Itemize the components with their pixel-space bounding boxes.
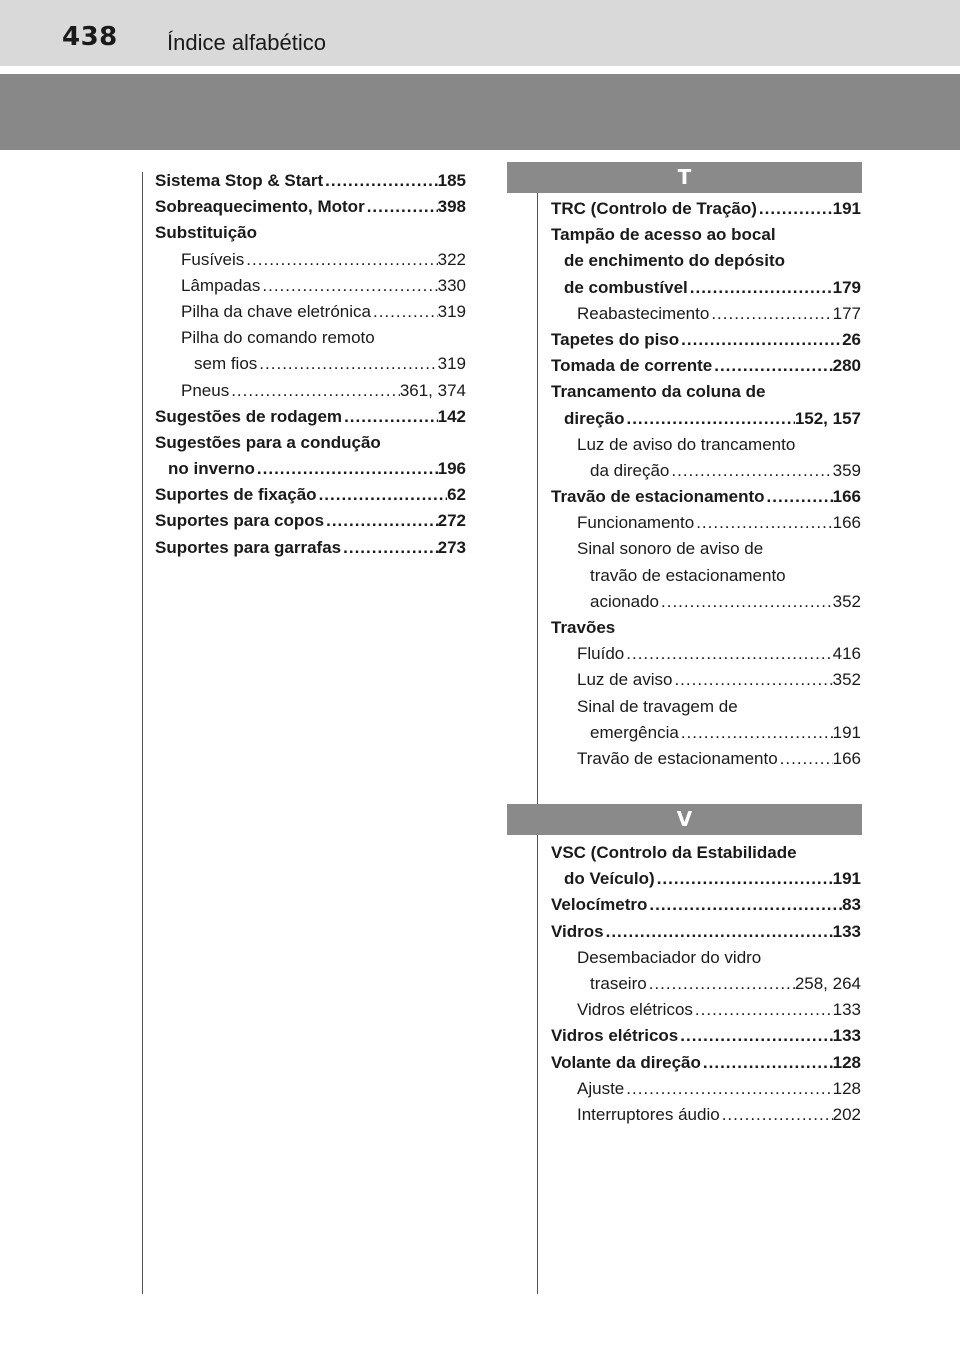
header-band xyxy=(0,74,960,150)
index-entry-page: 416 xyxy=(832,644,861,664)
index-entry xyxy=(551,667,861,693)
index-entry xyxy=(155,508,466,534)
index-entry xyxy=(155,430,466,456)
index-entry-text: Lâmpadas xyxy=(181,275,261,295)
index-entry-page: 133 xyxy=(832,921,861,941)
index-entry xyxy=(155,482,466,508)
index-entry xyxy=(551,840,861,866)
index-entry-text: Sinal de travagem de xyxy=(577,696,738,716)
index-entry-text: Vidros elétricos xyxy=(577,1000,693,1020)
index-entry-page: 272 xyxy=(437,511,466,531)
index-entry-page: 352 xyxy=(832,670,861,690)
index-entry-page: 177 xyxy=(832,303,861,323)
index-entry xyxy=(551,919,861,945)
index-entry xyxy=(551,746,861,772)
index-entry-text: Fluído xyxy=(577,644,625,664)
index-entry-page: 319 xyxy=(437,301,466,321)
index-entry-text: Tapetes do piso xyxy=(551,329,680,349)
index-entry-text: traseiro xyxy=(590,973,647,993)
leader-dots xyxy=(229,378,400,404)
leader-dots xyxy=(624,1076,832,1102)
index-entry-page: 166 xyxy=(832,487,861,507)
leader-dots xyxy=(694,510,832,536)
index-entry-text: Sinal sonoro de aviso de xyxy=(577,539,764,559)
index-entry-page: 83 xyxy=(842,895,861,915)
index-entry-page: 128 xyxy=(832,1078,861,1098)
index-entry-text: Fusíveis xyxy=(181,249,245,269)
index-entry-page: 133 xyxy=(832,1026,861,1046)
index-entry xyxy=(551,379,861,405)
index-entry-page: 128 xyxy=(832,1052,861,1072)
index-entry-page: 191 xyxy=(832,869,861,889)
index-entry-text: Pilha da chave eletrónica xyxy=(181,301,371,321)
index-entry-page: 152, 157 xyxy=(794,408,861,428)
index-entry-text: de enchimento do depósito xyxy=(564,251,786,271)
leader-dots xyxy=(659,589,833,615)
index-entry-page: 185 xyxy=(437,171,466,190)
leader-dots xyxy=(341,535,437,561)
leader-dots xyxy=(679,327,842,353)
index-entry xyxy=(551,510,861,536)
index-entry xyxy=(551,353,861,379)
index-entry-text: de combustível xyxy=(564,277,688,297)
index-entry xyxy=(155,168,466,194)
index-entry-text: Suportes para copos xyxy=(155,511,325,531)
index-entry-page: 330 xyxy=(437,275,466,295)
leader-dots xyxy=(655,866,833,892)
leader-dots xyxy=(624,641,832,667)
index-entry-page: 280 xyxy=(832,356,861,376)
index-entry-page: 361, 374 xyxy=(399,380,466,400)
index-entry-text: emergência xyxy=(590,722,679,742)
index-entry xyxy=(551,997,861,1023)
index-entry xyxy=(155,351,466,377)
index-entry xyxy=(551,222,861,248)
index-entry-page: 319 xyxy=(437,354,466,374)
index-entry-text: Funcionamento xyxy=(577,513,695,533)
index-entry xyxy=(155,247,466,273)
index-entry-page: 142 xyxy=(437,406,466,426)
index-entry xyxy=(551,720,861,746)
index-entry xyxy=(551,248,861,274)
index-entry-page: 133 xyxy=(832,1000,861,1020)
index-entry-page: 322 xyxy=(437,249,466,269)
leader-dots xyxy=(324,508,438,534)
index-entry xyxy=(155,404,466,430)
index-entry xyxy=(155,535,466,561)
index-entry xyxy=(551,563,861,589)
index-entry-text: Travão de estacionamento xyxy=(577,748,778,768)
index-column-left xyxy=(155,168,466,561)
index-entry xyxy=(551,275,861,301)
index-entry xyxy=(551,971,861,997)
index-entry-page: 352 xyxy=(832,591,861,611)
index-entry xyxy=(551,1023,861,1049)
index-entry-text: Sugestões de rodagem xyxy=(155,406,343,426)
leader-dots xyxy=(260,273,437,299)
index-entry-text: Pilha do comando remoto xyxy=(181,328,375,348)
leader-dots xyxy=(647,892,842,918)
index-entry-page: 273 xyxy=(437,537,466,557)
index-entry xyxy=(551,945,861,971)
index-section-v xyxy=(551,840,861,1128)
leader-dots xyxy=(244,247,437,273)
index-entry xyxy=(551,196,861,222)
index-entry xyxy=(551,327,861,353)
index-entry-text: Trancamento da coluna de xyxy=(551,382,766,402)
index-entry-page: 191 xyxy=(832,722,861,742)
leader-dots xyxy=(693,997,833,1023)
leader-dots xyxy=(371,299,438,325)
index-entry-text: Vidros elétricos xyxy=(551,1026,679,1046)
index-entry-text: da direção xyxy=(590,460,670,480)
index-entry xyxy=(551,484,861,510)
index-entry xyxy=(551,866,861,892)
index-entry-text: no inverno xyxy=(168,459,255,479)
index-entry-page: 258, 264 xyxy=(794,973,861,993)
index-entry-text: Interruptores áudio xyxy=(577,1104,720,1124)
index-entry-text: Volante da direção xyxy=(551,1052,701,1072)
leader-dots xyxy=(365,194,438,220)
index-entry-text: direção xyxy=(564,408,625,428)
index-entry xyxy=(551,694,861,720)
leader-dots xyxy=(778,746,833,772)
index-entry-text: Tampão de acesso ao bocal xyxy=(551,225,776,245)
index-entry-page: 196 xyxy=(437,459,466,479)
index-entry xyxy=(155,220,466,246)
index-entry-text: Sistema Stop & Start xyxy=(155,171,324,190)
leader-dots xyxy=(604,919,833,945)
index-entry-text: Sobreaquecimento, Motor xyxy=(155,197,365,217)
index-entry-text: Tomada de corrente xyxy=(551,356,713,376)
index-entry-text: sem fios xyxy=(194,354,258,374)
leader-dots xyxy=(678,1023,832,1049)
index-entry-page: 166 xyxy=(832,748,861,768)
leader-dots xyxy=(720,1102,833,1128)
index-entry-text: Desembaciador do vidro xyxy=(577,947,762,967)
leader-dots xyxy=(342,404,438,430)
index-entry xyxy=(551,406,861,432)
index-entry xyxy=(551,589,861,615)
section-title: Índice alfabético xyxy=(167,30,326,55)
leader-dots xyxy=(257,351,437,377)
leader-dots xyxy=(647,971,795,997)
index-entry-text: Pneus xyxy=(181,380,230,400)
index-entry xyxy=(551,641,861,667)
leader-dots xyxy=(701,1050,833,1076)
index-entry-text: TRC (Controlo de Tração) xyxy=(551,199,757,218)
index-section-t xyxy=(551,196,861,772)
index-entry-page: 359 xyxy=(832,460,861,480)
leader-dots xyxy=(679,720,833,746)
index-entry-page: 191 xyxy=(832,199,861,218)
index-entry xyxy=(155,273,466,299)
index-entry-text: Travões xyxy=(551,618,616,637)
left-column-rule xyxy=(142,172,143,1294)
index-entry xyxy=(155,194,466,220)
leader-dots xyxy=(712,353,832,379)
index-entry xyxy=(551,892,861,918)
leader-dots xyxy=(255,456,438,482)
index-entry xyxy=(551,1102,861,1128)
leader-dots xyxy=(672,667,832,693)
index-entry-text: Travão de estacionamento xyxy=(551,487,765,507)
index-entry-text: Sugestões para a condução xyxy=(155,432,381,452)
index-entry-text: VSC (Controlo da Estabilidade xyxy=(551,843,797,862)
index-entry-text: Substituição xyxy=(155,223,258,243)
letter-heading-v: V xyxy=(507,804,862,835)
index-entry xyxy=(155,299,466,325)
index-entry-page: 166 xyxy=(832,513,861,533)
index-entry xyxy=(155,456,466,482)
index-entry xyxy=(155,325,466,351)
leader-dots xyxy=(317,482,448,508)
index-entry-text: Velocímetro xyxy=(551,895,648,915)
index-entry xyxy=(155,378,466,404)
index-entry-page: 62 xyxy=(447,485,466,505)
index-entry-text: acionado xyxy=(590,591,660,611)
index-entry-text: Luz de aviso do trancamento xyxy=(577,434,796,454)
letter-heading-t: T xyxy=(507,162,862,193)
middle-column-rule xyxy=(537,172,538,1294)
index-entry xyxy=(551,1050,861,1076)
leader-dots xyxy=(688,275,833,301)
index-entry xyxy=(551,301,861,327)
index-entry-text: Luz de aviso xyxy=(577,670,673,690)
page-header xyxy=(0,0,960,66)
index-entry-text: Suportes de fixação xyxy=(155,485,317,505)
index-entry xyxy=(551,432,861,458)
page-number: 438 xyxy=(62,22,118,52)
index-entry-text: Ajuste xyxy=(577,1078,625,1098)
leader-dots xyxy=(757,196,833,222)
leader-dots xyxy=(669,458,832,484)
index-entry-text: travão de estacionamento xyxy=(590,565,786,585)
index-entry xyxy=(551,615,861,641)
leader-dots xyxy=(709,301,832,327)
index-entry-page: 179 xyxy=(832,277,861,297)
index-entry xyxy=(551,1076,861,1102)
index-entry-text: Reabastecimento xyxy=(577,303,710,323)
index-entry-text: Vidros xyxy=(551,921,604,941)
leader-dots xyxy=(624,406,794,432)
index-entry-text: Suportes para garrafas xyxy=(155,537,342,557)
index-entry xyxy=(551,536,861,562)
leader-dots xyxy=(323,168,437,194)
index-entry-page: 202 xyxy=(832,1104,861,1124)
index-entry-page: 398 xyxy=(437,197,466,217)
index-entry-page: 26 xyxy=(842,329,861,349)
leader-dots xyxy=(765,484,833,510)
index-entry-text: do Veículo) xyxy=(564,869,655,889)
index-entry xyxy=(551,458,861,484)
